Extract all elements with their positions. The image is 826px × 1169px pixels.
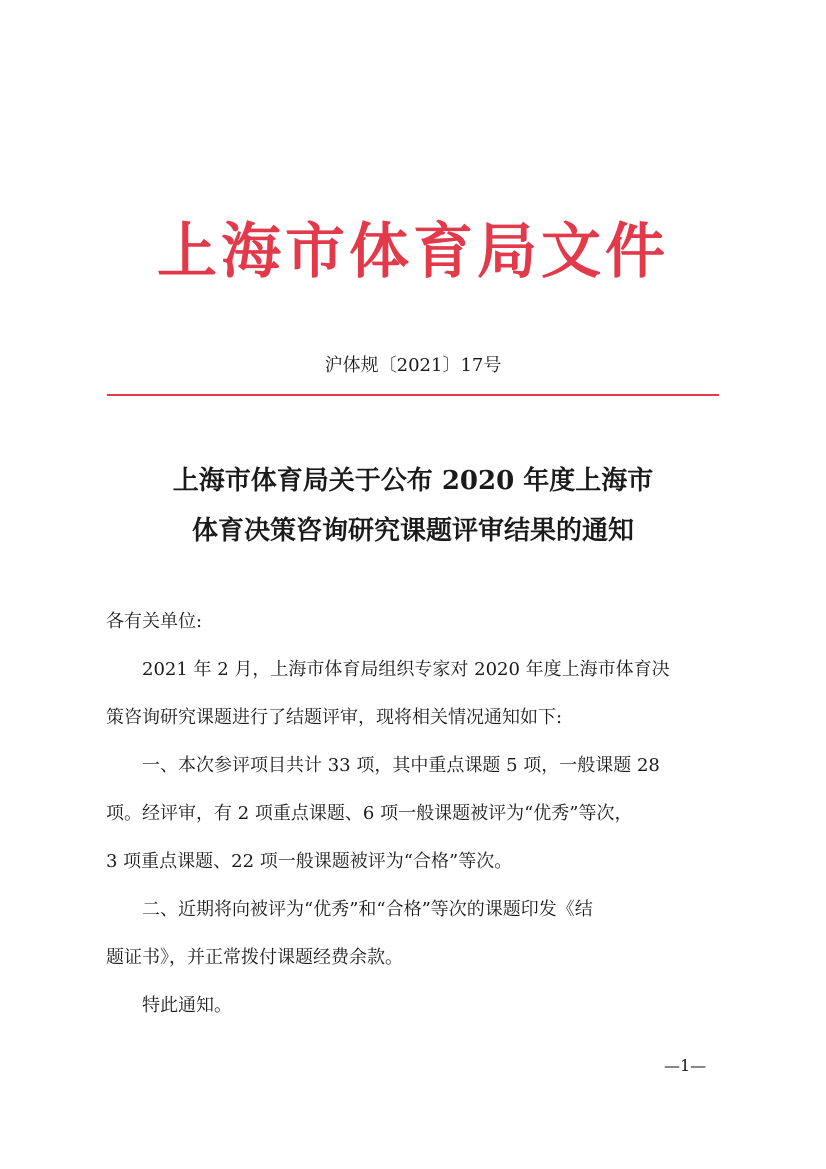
salutation: 各有关单位: bbox=[106, 611, 203, 632]
document-header-title: 上海市体育局文件 bbox=[157, 217, 669, 287]
closing-line: 特此通知。 bbox=[142, 995, 232, 1016]
page-number: —1— bbox=[664, 1056, 707, 1075]
notice-title-line-2: 体育决策咨询研究课题评审结果的通知 bbox=[191, 516, 634, 546]
document-number: 沪体规〔2021〕17号 bbox=[324, 355, 502, 376]
header-divider bbox=[107, 394, 719, 396]
body-line: 策咨询研究课题进行了结题评审，现将相关情况通知如下: bbox=[106, 707, 563, 728]
body-line: 3 项重点课题、22 项一般课题被评为“合格”等次。 bbox=[106, 851, 513, 872]
body-line: 2021 年 2 月，上海市体育局组织专家对 2020 年度上海市体育决 bbox=[142, 659, 670, 680]
body-line: 项。经评审，有 2 项重点课题、6 项一般课题被评为“优秀”等次， bbox=[106, 803, 633, 824]
notice-title-line-1: 上海市体育局关于公布 2020 年度上海市 bbox=[172, 466, 654, 496]
body-line: 题证书》，并正常拨付课题经费余款。 bbox=[106, 947, 403, 968]
body-line: 一、本次参评项目共计 33 项，其中重点课题 5 项，一般课题 28 bbox=[142, 755, 660, 776]
body-line: 二、近期将向被评为“优秀”和“合格”等次的课题印发《结 bbox=[142, 899, 593, 920]
